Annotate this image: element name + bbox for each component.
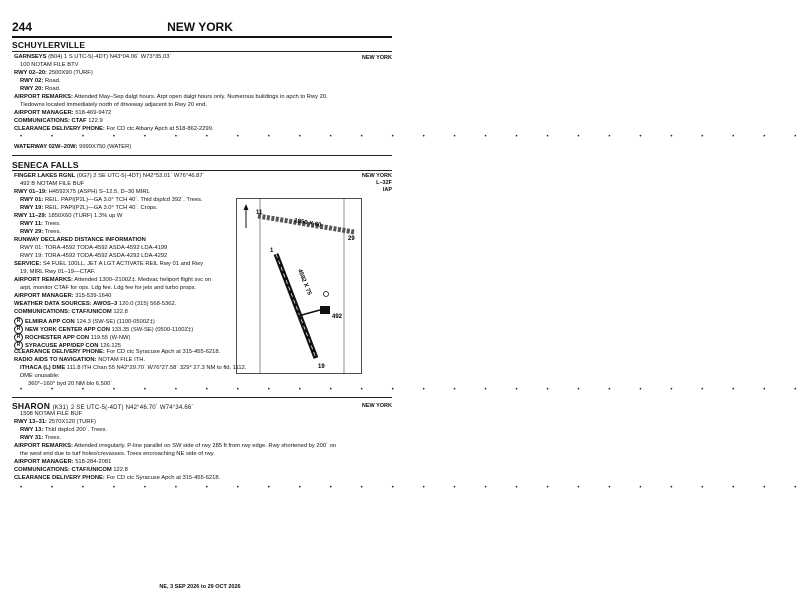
service-continued: 19, MIRL Rwy 01–19—CTAF.	[20, 269, 96, 275]
approach-text: 133.35 (SW-SE) (0500-1100Z‡)	[111, 327, 194, 334]
dot-separator: • • • • • • • • • • • • • • • • • • • • • • • • • •	[20, 485, 810, 491]
approach-text: 124.3 (SW-SE) (1100-0500Z‡)	[76, 319, 155, 326]
runway-end-20	[20, 86, 60, 93]
dme-unusable: DME unusable:	[20, 373, 60, 379]
runway-19-label: 19	[318, 364, 325, 370]
runway-end-label: RWY 11:	[20, 221, 43, 227]
state-tag: NEW YORK	[361, 173, 392, 179]
city-seneca-falls: SENECA FALLS	[12, 160, 79, 170]
runway-line	[14, 189, 150, 196]
airport-diagram	[236, 198, 362, 374]
runway-end-text: Trees.	[44, 435, 62, 441]
effective-dates-footer: NE, 3 SEP 2026 to 29 OCT 2026	[159, 584, 241, 590]
service	[14, 261, 203, 268]
remarks-continued: the west end due to turf holes/crevasses. Trees encroaching NE side of rwy.	[20, 451, 215, 457]
remarks-label: AIRPORT REMARKS:	[14, 443, 73, 449]
beacon-icon	[324, 292, 329, 297]
runway-end-01	[20, 197, 203, 204]
clearance-label: CLEARANCE DELIVERY PHONE:	[14, 126, 105, 132]
manager-phone: 518-469-9472	[75, 110, 112, 116]
comm-label: COMMUNICATIONS: CTAF	[14, 118, 87, 124]
waterway	[14, 144, 131, 151]
airport-name: GARNSEYS	[14, 54, 47, 60]
runway-end-19	[20, 205, 158, 212]
airport-location: 2 SE UTC-5(-4DT) N42°53.01´ W76°46.87´	[93, 173, 205, 179]
state-tag: NEW YORK	[361, 403, 392, 409]
comm-freq: 122.8	[113, 309, 128, 315]
clearance-label: CLEARANCE DELIVERY PHONE:	[14, 349, 105, 355]
airport-manager	[14, 293, 111, 300]
clearance-delivery	[14, 475, 220, 482]
manager-phone: 315-539-1640	[75, 293, 112, 299]
runway-end-11	[20, 221, 61, 228]
clearance-label: CLEARANCE DELIVERY PHONE:	[14, 475, 105, 481]
remarks-text: Attended irregularly. P-line parallel on SW side of rwy 285 ft from rwy edge. Rwy shortened by 200´ on	[74, 443, 337, 449]
city-rule	[12, 170, 392, 171]
dme-unusable-range: 360°–160° byd 20 NM blo 6,500´	[28, 381, 113, 387]
runway-end-label: RWY 13:	[20, 427, 44, 433]
city-rule	[12, 51, 392, 52]
runway-label: RWY 11–29:	[14, 213, 47, 219]
radio-text: NOTAM FILE ITH.	[98, 357, 146, 363]
state-tag: NEW YORK	[361, 55, 392, 61]
weather-text: 120.0 (315) 568-5362.	[118, 301, 177, 307]
remarks-text: Attended May–Sep dalgt hours. Arpt open dalgt hours only. Numerous buildings in apch to Rwy 20.	[74, 94, 328, 100]
runway-end-label: RWY 19:	[20, 205, 44, 211]
communications	[14, 467, 128, 474]
city-name: SHARON	[12, 401, 51, 411]
airport-header	[14, 54, 171, 61]
north-arrowhead-icon	[244, 204, 249, 210]
city-sharon	[12, 401, 194, 411]
airport-header	[14, 173, 205, 180]
clearance-text: For CD ctc Albany Apch at 518-862-2299.	[106, 126, 214, 132]
runway-text: H4592X75 (ASPH) S–12.5, D–30 MIRL	[48, 189, 150, 195]
runway-end-text: REIL. PAPI(P2L)—GA 3.0° TCH 40´. Crops.	[44, 205, 158, 211]
remarks-continued: arpt, monitor CTAF for ops. Ldg fee. Ldg fee for jets and turbo props.	[20, 285, 197, 291]
clearance-text: For CD ctc Syracuse Apch at 315-455-6218.	[106, 475, 221, 481]
ithaca-dme	[20, 365, 246, 372]
runway-end-02	[20, 78, 60, 85]
approach-name: NEW YORK CENTER APP CON	[25, 327, 110, 334]
airport-manager	[14, 110, 111, 117]
airport-elevation: 100 NOTAM FILE BTV	[20, 62, 79, 68]
runway-1-label: 1	[270, 248, 274, 254]
airport-remarks	[14, 277, 211, 284]
weather-sources	[14, 301, 176, 308]
approach-name: SYRACUSE APP/DEP CON	[25, 343, 99, 350]
runway-end-label: RWY 20:	[20, 86, 44, 92]
service-label: SERVICE:	[14, 261, 42, 267]
waterway-text: 9999X750 (WATER)	[79, 144, 132, 150]
airport-location: 2 SE UTC-5(-4DT) N42°46.70´ W74°34.66´	[70, 405, 194, 411]
radar-r-icon: R	[14, 317, 23, 326]
airport-location: 1 S UTC-5(-4DT) N43°04.06´ W73°35.03´	[63, 54, 172, 60]
approach-name: ELMIRA APP CON	[25, 319, 75, 326]
radar-r-icon: R	[14, 333, 23, 342]
manager-label: AIRPORT MANAGER:	[14, 459, 74, 465]
runway-label: RWY 01–19:	[14, 189, 47, 195]
manager-phone: 518-284-2081	[75, 459, 112, 465]
communications	[14, 118, 103, 125]
page-number: 244	[12, 20, 33, 34]
runway-line	[14, 419, 96, 426]
comm-label: COMMUNICATIONS: CTAF/UNICOM	[14, 467, 112, 473]
runway-11-label: 11	[256, 210, 263, 216]
field-elevation-label: 492	[332, 314, 343, 320]
building-icon	[320, 306, 330, 314]
airport-remarks	[14, 94, 328, 101]
runway-end-text: Road.	[44, 78, 61, 84]
chart-tag-l32f: L–32F	[376, 180, 392, 186]
runway-text: 2570X120 (TURF)	[48, 419, 96, 425]
runway-line	[14, 70, 93, 77]
runway-end-13	[20, 427, 107, 434]
clearance-text: For CD ctc Syracuse Apch at 315-455-6218.	[106, 349, 221, 355]
airport-id: (B04)	[48, 54, 63, 60]
runway-end-text: Trees.	[44, 229, 62, 235]
runway-end-text: REIL. PAPI(P2L)—GA 3.0° TCH 40´. Thld dsplcd 392´. Trees.	[44, 197, 203, 203]
comm-freq: 122.8	[113, 467, 128, 473]
dme-label: ITHACA (L) DME	[20, 365, 66, 371]
declared-distance-19: RWY 19: TORA-4592 TODA-4592 ASDA-4292 LDA-4292	[20, 253, 168, 259]
airport-elevation: 1508 NOTAM FILE BUF	[20, 411, 83, 417]
declared-distance-heading: RUNWAY DECLARED DISTANCE INFORMATION	[14, 237, 146, 243]
runway-end-31	[20, 435, 61, 442]
section-rule	[12, 397, 392, 398]
declared-distance-01: RWY 01: TORA-4592 TODA-4592 ASDA-4592 LDA-4199	[20, 245, 168, 251]
runway-29-label: 29	[348, 236, 355, 242]
radar-r-icon: R	[14, 325, 23, 334]
remarks-text: Attended 1300–2100Z‡. Medvac heliport flight svc on	[74, 277, 212, 283]
runway-end-label: RWY 29:	[20, 229, 44, 235]
chart-tag-iap: IAP	[382, 187, 392, 193]
communications	[14, 309, 128, 316]
radar-r-icon: R	[14, 341, 23, 350]
dme-text: 111.8 ITH Chan 55 N42°29.70´ W76°27.58´ 329° 27.3 NM to fld. 1112.	[66, 365, 247, 371]
dot-separator: • • • • • • • • • • • • • • • • • • • • • • • • • •	[20, 134, 810, 140]
header-rule	[12, 36, 392, 38]
airport-elevation: 492 B NOTAM FILE BUF	[20, 181, 85, 187]
approach-name: ROCHESTER APP CON	[25, 335, 90, 342]
service-text: S4 FUEL 100LL, JET A LGT ACTIVATE REIL Rwy 01 and Rwy	[42, 261, 204, 267]
airport-id: (0G7)	[76, 173, 92, 179]
runway-end-text: Road.	[44, 86, 61, 92]
remarks-continued: Tiedowns located immediately north of driveway adjacent to Rwy 20 end.	[20, 102, 207, 108]
runway-text: 1850X60 (TURF) 1.3% up W	[48, 213, 123, 219]
runway-text: 2500X90 (TURF)	[48, 70, 93, 76]
approach-text: 119.55 (W-NW)	[90, 335, 131, 342]
runway-end-label: RWY 01:	[20, 197, 44, 203]
airport-remarks	[14, 443, 336, 450]
weather-label: WEATHER DATA SOURCES: AWOS–3	[14, 301, 118, 307]
radio-label: RADIO AIDS TO NAVIGATION:	[14, 357, 97, 363]
runway-end-29	[20, 229, 61, 236]
runway-label: RWY 13–31:	[14, 419, 47, 425]
turf-runway-dimension: 1850 X 60	[293, 218, 322, 229]
airport-name: FINGER LAKES RGNL	[14, 173, 76, 179]
runway-line-turf	[14, 213, 122, 220]
radio-aids	[14, 357, 145, 364]
manager-label: AIRPORT MANAGER:	[14, 110, 74, 116]
remarks-label: AIRPORT REMARKS:	[14, 277, 73, 283]
runway-end-text: Thld dsplcd 200´. Trees.	[44, 427, 108, 433]
clearance-delivery	[14, 126, 213, 133]
clearance-delivery	[14, 349, 220, 356]
section-rule	[12, 155, 392, 156]
dot-separator: • • • • • • • • • • • • • • • • • • • • • • • • • •	[20, 387, 810, 393]
paved-runway-dimension: 4592 X 75	[296, 268, 312, 297]
airport-manager	[14, 459, 111, 466]
page-state-title: NEW YORK	[167, 20, 233, 34]
comm-freq: 122.9	[88, 118, 103, 124]
runway-end-text: Trees.	[44, 221, 61, 227]
approach-text: 126.125	[100, 343, 122, 350]
runway-end-label: RWY 31:	[20, 435, 44, 441]
waterway-label: WATERWAY 02W–20W:	[14, 144, 78, 150]
city-schuylerville: SCHUYLERVILLE	[12, 40, 86, 50]
comm-label: COMMUNICATIONS: CTAF/UNICOM	[14, 309, 112, 315]
runway-end-label: RWY 02:	[20, 78, 44, 84]
manager-label: AIRPORT MANAGER:	[14, 293, 74, 299]
airport-id: (K31)	[52, 405, 69, 411]
runway-label: RWY 02–20:	[14, 70, 47, 76]
remarks-label: AIRPORT REMARKS:	[14, 94, 73, 100]
